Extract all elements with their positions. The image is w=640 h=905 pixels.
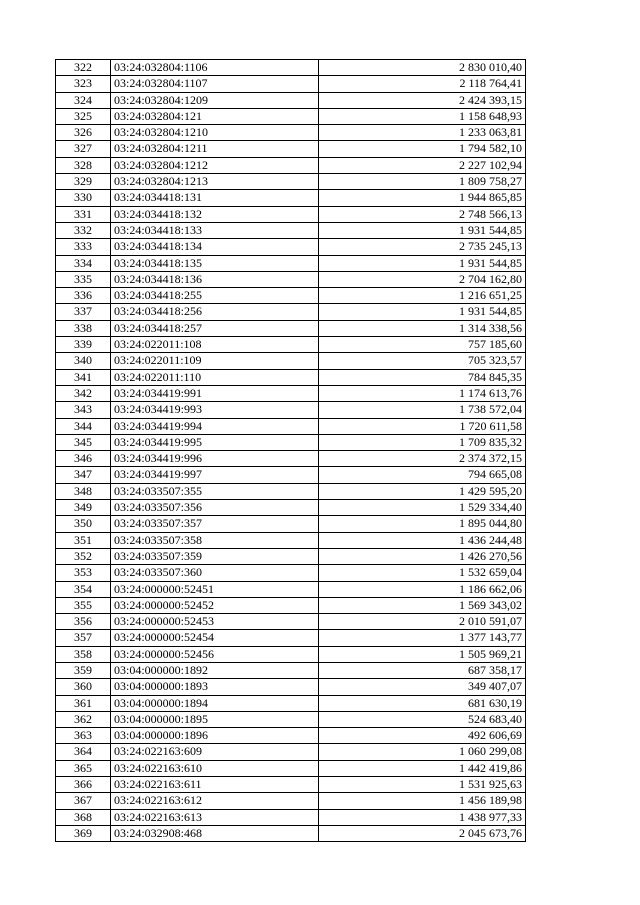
table-row (56, 825, 526, 841)
cadastral-number-cell: 03:24:022163:609 (111, 744, 319, 760)
row-number-cell: 367 (56, 793, 111, 809)
table-row (56, 320, 526, 336)
table-row (56, 467, 526, 483)
cadastral-number-cell: 03:24:000000:52454 (111, 630, 319, 646)
cadastral-number-cell: 03:24:022163:610 (111, 760, 319, 776)
row-number-cell: 354 (56, 581, 111, 597)
table-row (56, 174, 526, 190)
value-cell: 705 323,57 (319, 353, 526, 369)
value-cell: 1 174 613,76 (319, 385, 526, 401)
value-cell: 784 845,35 (319, 369, 526, 385)
cadastral-number-cell: 03:24:022163:612 (111, 793, 319, 809)
cadastral-number-cell: 03:24:034419:991 (111, 385, 319, 401)
cadastral-number-cell: 03:24:033507:360 (111, 565, 319, 581)
value-cell: 349 407,07 (319, 679, 526, 695)
table-row (56, 500, 526, 516)
row-number-cell: 353 (56, 565, 111, 581)
cadastral-number-cell: 03:24:033507:359 (111, 548, 319, 564)
table-row (56, 157, 526, 173)
value-cell: 2 424 393,15 (319, 92, 526, 108)
value-cell: 1 569 343,02 (319, 597, 526, 613)
cadastral-number-cell: 03:24:032804:1212 (111, 157, 319, 173)
value-cell: 1 720 611,58 (319, 418, 526, 434)
value-cell: 2 045 673,76 (319, 825, 526, 841)
table-row (56, 809, 526, 825)
cadastral-number-cell: 03:24:034418:136 (111, 271, 319, 287)
row-number-cell: 328 (56, 157, 111, 173)
table-row (56, 288, 526, 304)
table-row (56, 141, 526, 157)
row-number-cell: 369 (56, 825, 111, 841)
value-cell: 2 704 162,80 (319, 271, 526, 287)
value-cell: 2 118 764,41 (319, 76, 526, 92)
value-cell: 1 186 662,06 (319, 581, 526, 597)
row-number-cell: 347 (56, 467, 111, 483)
row-number-cell: 352 (56, 548, 111, 564)
cadastral-number-cell: 03:04:000000:1895 (111, 711, 319, 727)
table-row (56, 255, 526, 271)
cadastral-number-cell: 03:24:000000:52451 (111, 581, 319, 597)
row-number-cell: 364 (56, 744, 111, 760)
row-number-cell: 338 (56, 320, 111, 336)
table-body (56, 60, 526, 842)
cadastral-number-cell: 03:24:034418:133 (111, 222, 319, 238)
row-number-cell: 337 (56, 304, 111, 320)
value-cell: 681 630,19 (319, 695, 526, 711)
cadastral-number-cell: 03:24:034418:256 (111, 304, 319, 320)
cadastral-number-cell: 03:24:034418:135 (111, 255, 319, 271)
value-cell: 1 426 270,56 (319, 548, 526, 564)
value-cell: 757 185,60 (319, 337, 526, 353)
table-row (56, 597, 526, 613)
table-row (56, 76, 526, 92)
cadastral-number-cell: 03:24:034419:994 (111, 418, 319, 434)
table-row (56, 548, 526, 564)
table-row (56, 516, 526, 532)
table-row (56, 418, 526, 434)
row-number-cell: 335 (56, 271, 111, 287)
table-row (56, 581, 526, 597)
table-row (56, 728, 526, 744)
cadastral-number-cell: 03:24:032804:1211 (111, 141, 319, 157)
table-row (56, 744, 526, 760)
value-cell: 1 931 544,85 (319, 255, 526, 271)
row-number-cell: 326 (56, 125, 111, 141)
row-number-cell: 363 (56, 728, 111, 744)
value-cell: 1 438 977,33 (319, 809, 526, 825)
cadastral-number-cell: 03:24:034419:996 (111, 451, 319, 467)
value-cell: 1 377 143,77 (319, 630, 526, 646)
value-cell: 1 158 648,93 (319, 108, 526, 124)
table-row (56, 760, 526, 776)
value-cell: 1 505 969,21 (319, 646, 526, 662)
table-row (56, 630, 526, 646)
table-row (56, 125, 526, 141)
cadastral-number-cell: 03:04:000000:1896 (111, 728, 319, 744)
table-row (56, 190, 526, 206)
value-cell: 2 010 591,07 (319, 614, 526, 630)
table-row (56, 239, 526, 255)
cadastral-number-cell: 03:24:034419:995 (111, 434, 319, 450)
cadastral-number-cell: 03:24:033507:357 (111, 516, 319, 532)
cadastral-number-cell: 03:24:032804:121 (111, 108, 319, 124)
row-number-cell: 345 (56, 434, 111, 450)
row-number-cell: 361 (56, 695, 111, 711)
row-number-cell: 351 (56, 532, 111, 548)
value-cell: 1 709 835,32 (319, 434, 526, 450)
row-number-cell: 362 (56, 711, 111, 727)
table-row (56, 679, 526, 695)
cadastral-number-cell: 03:24:033507:355 (111, 483, 319, 499)
row-number-cell: 330 (56, 190, 111, 206)
cadastral-number-cell: 03:24:034419:997 (111, 467, 319, 483)
row-number-cell: 365 (56, 760, 111, 776)
table-row (56, 565, 526, 581)
row-number-cell: 343 (56, 402, 111, 418)
cadastral-number-cell: 03:24:032804:1106 (111, 60, 319, 76)
table-row (56, 695, 526, 711)
table-row (56, 222, 526, 238)
table-row (56, 711, 526, 727)
row-number-cell: 325 (56, 108, 111, 124)
table-row (56, 532, 526, 548)
cadastral-number-cell: 03:24:032804:1107 (111, 76, 319, 92)
cadastral-number-cell: 03:24:034418:134 (111, 239, 319, 255)
cadastral-number-cell: 03:24:034418:257 (111, 320, 319, 336)
value-cell: 1 436 244,48 (319, 532, 526, 548)
cadastral-number-cell: 03:24:034418:131 (111, 190, 319, 206)
value-cell: 2 227 102,94 (319, 157, 526, 173)
cadastral-number-cell: 03:24:022011:110 (111, 369, 319, 385)
value-cell: 794 665,08 (319, 467, 526, 483)
value-cell: 1 442 419,86 (319, 760, 526, 776)
table-row (56, 337, 526, 353)
row-number-cell: 323 (56, 76, 111, 92)
row-number-cell: 350 (56, 516, 111, 532)
cadastral-number-cell: 03:24:032804:1209 (111, 92, 319, 108)
value-cell: 2 830 010,40 (319, 60, 526, 76)
cadastral-number-cell: 03:24:022011:108 (111, 337, 319, 353)
value-cell: 1 314 338,56 (319, 320, 526, 336)
value-cell: 1 931 544,85 (319, 222, 526, 238)
row-number-cell: 336 (56, 288, 111, 304)
cadastral-number-cell: 03:24:034419:993 (111, 402, 319, 418)
cadastral-number-cell: 03:24:032804:1210 (111, 125, 319, 141)
cadastral-number-cell: 03:04:000000:1892 (111, 662, 319, 678)
cadastral-value-table (55, 59, 526, 842)
table-row (56, 108, 526, 124)
row-number-cell: 342 (56, 385, 111, 401)
row-number-cell: 360 (56, 679, 111, 695)
value-cell: 492 606,69 (319, 728, 526, 744)
table-row (56, 271, 526, 287)
value-cell: 1 456 189,98 (319, 793, 526, 809)
value-cell: 1 809 758,27 (319, 174, 526, 190)
table-row (56, 434, 526, 450)
row-number-cell: 332 (56, 222, 111, 238)
row-number-cell: 357 (56, 630, 111, 646)
value-cell: 1 931 544,85 (319, 304, 526, 320)
value-cell: 1 531 925,63 (319, 777, 526, 793)
value-cell: 1 060 299,08 (319, 744, 526, 760)
row-number-cell: 366 (56, 777, 111, 793)
row-number-cell: 339 (56, 337, 111, 353)
value-cell: 1 738 572,04 (319, 402, 526, 418)
value-cell: 1 794 582,10 (319, 141, 526, 157)
row-number-cell: 327 (56, 141, 111, 157)
table-row (56, 92, 526, 108)
value-cell: 2 748 566,13 (319, 206, 526, 222)
cadastral-number-cell: 03:04:000000:1893 (111, 679, 319, 695)
row-number-cell: 346 (56, 451, 111, 467)
value-cell: 1 429 595,20 (319, 483, 526, 499)
value-cell: 2 374 372,15 (319, 451, 526, 467)
row-number-cell: 333 (56, 239, 111, 255)
row-number-cell: 356 (56, 614, 111, 630)
cadastral-number-cell: 03:24:022163:613 (111, 809, 319, 825)
table-row (56, 304, 526, 320)
table-row (56, 369, 526, 385)
row-number-cell: 359 (56, 662, 111, 678)
cadastral-number-cell: 03:24:000000:52452 (111, 597, 319, 613)
table-row (56, 206, 526, 222)
table-row (56, 353, 526, 369)
value-cell: 2 735 245,13 (319, 239, 526, 255)
table-row (56, 777, 526, 793)
row-number-cell: 368 (56, 809, 111, 825)
row-number-cell: 358 (56, 646, 111, 662)
row-number-cell: 329 (56, 174, 111, 190)
value-cell: 1 233 063,81 (319, 125, 526, 141)
table-row (56, 385, 526, 401)
table-row (56, 483, 526, 499)
cadastral-number-cell: 03:24:032908:468 (111, 825, 319, 841)
cadastral-number-cell: 03:24:022163:611 (111, 777, 319, 793)
value-cell: 1 895 044,80 (319, 516, 526, 532)
row-number-cell: 334 (56, 255, 111, 271)
table-row (56, 451, 526, 467)
row-number-cell: 344 (56, 418, 111, 434)
value-cell: 1 944 865,85 (319, 190, 526, 206)
row-number-cell: 348 (56, 483, 111, 499)
table-row (56, 60, 526, 76)
cadastral-number-cell: 03:24:033507:356 (111, 500, 319, 516)
table-row (56, 793, 526, 809)
value-cell: 1 216 651,25 (319, 288, 526, 304)
value-cell: 524 683,40 (319, 711, 526, 727)
table-row (56, 662, 526, 678)
cadastral-number-cell: 03:24:000000:52456 (111, 646, 319, 662)
row-number-cell: 349 (56, 500, 111, 516)
row-number-cell: 355 (56, 597, 111, 613)
value-cell: 687 358,17 (319, 662, 526, 678)
cadastral-number-cell: 03:24:022011:109 (111, 353, 319, 369)
row-number-cell: 324 (56, 92, 111, 108)
cadastral-number-cell: 03:24:033507:358 (111, 532, 319, 548)
cadastral-number-cell: 03:04:000000:1894 (111, 695, 319, 711)
cadastral-number-cell: 03:24:000000:52453 (111, 614, 319, 630)
value-cell: 1 529 334,40 (319, 500, 526, 516)
cadastral-number-cell: 03:24:034418:255 (111, 288, 319, 304)
table-row (56, 646, 526, 662)
row-number-cell: 340 (56, 353, 111, 369)
row-number-cell: 341 (56, 369, 111, 385)
table-row (56, 614, 526, 630)
row-number-cell: 331 (56, 206, 111, 222)
row-number-cell: 322 (56, 60, 111, 76)
value-cell: 1 532 659,04 (319, 565, 526, 581)
table-row (56, 402, 526, 418)
cadastral-number-cell: 03:24:032804:1213 (111, 174, 319, 190)
cadastral-number-cell: 03:24:034418:132 (111, 206, 319, 222)
